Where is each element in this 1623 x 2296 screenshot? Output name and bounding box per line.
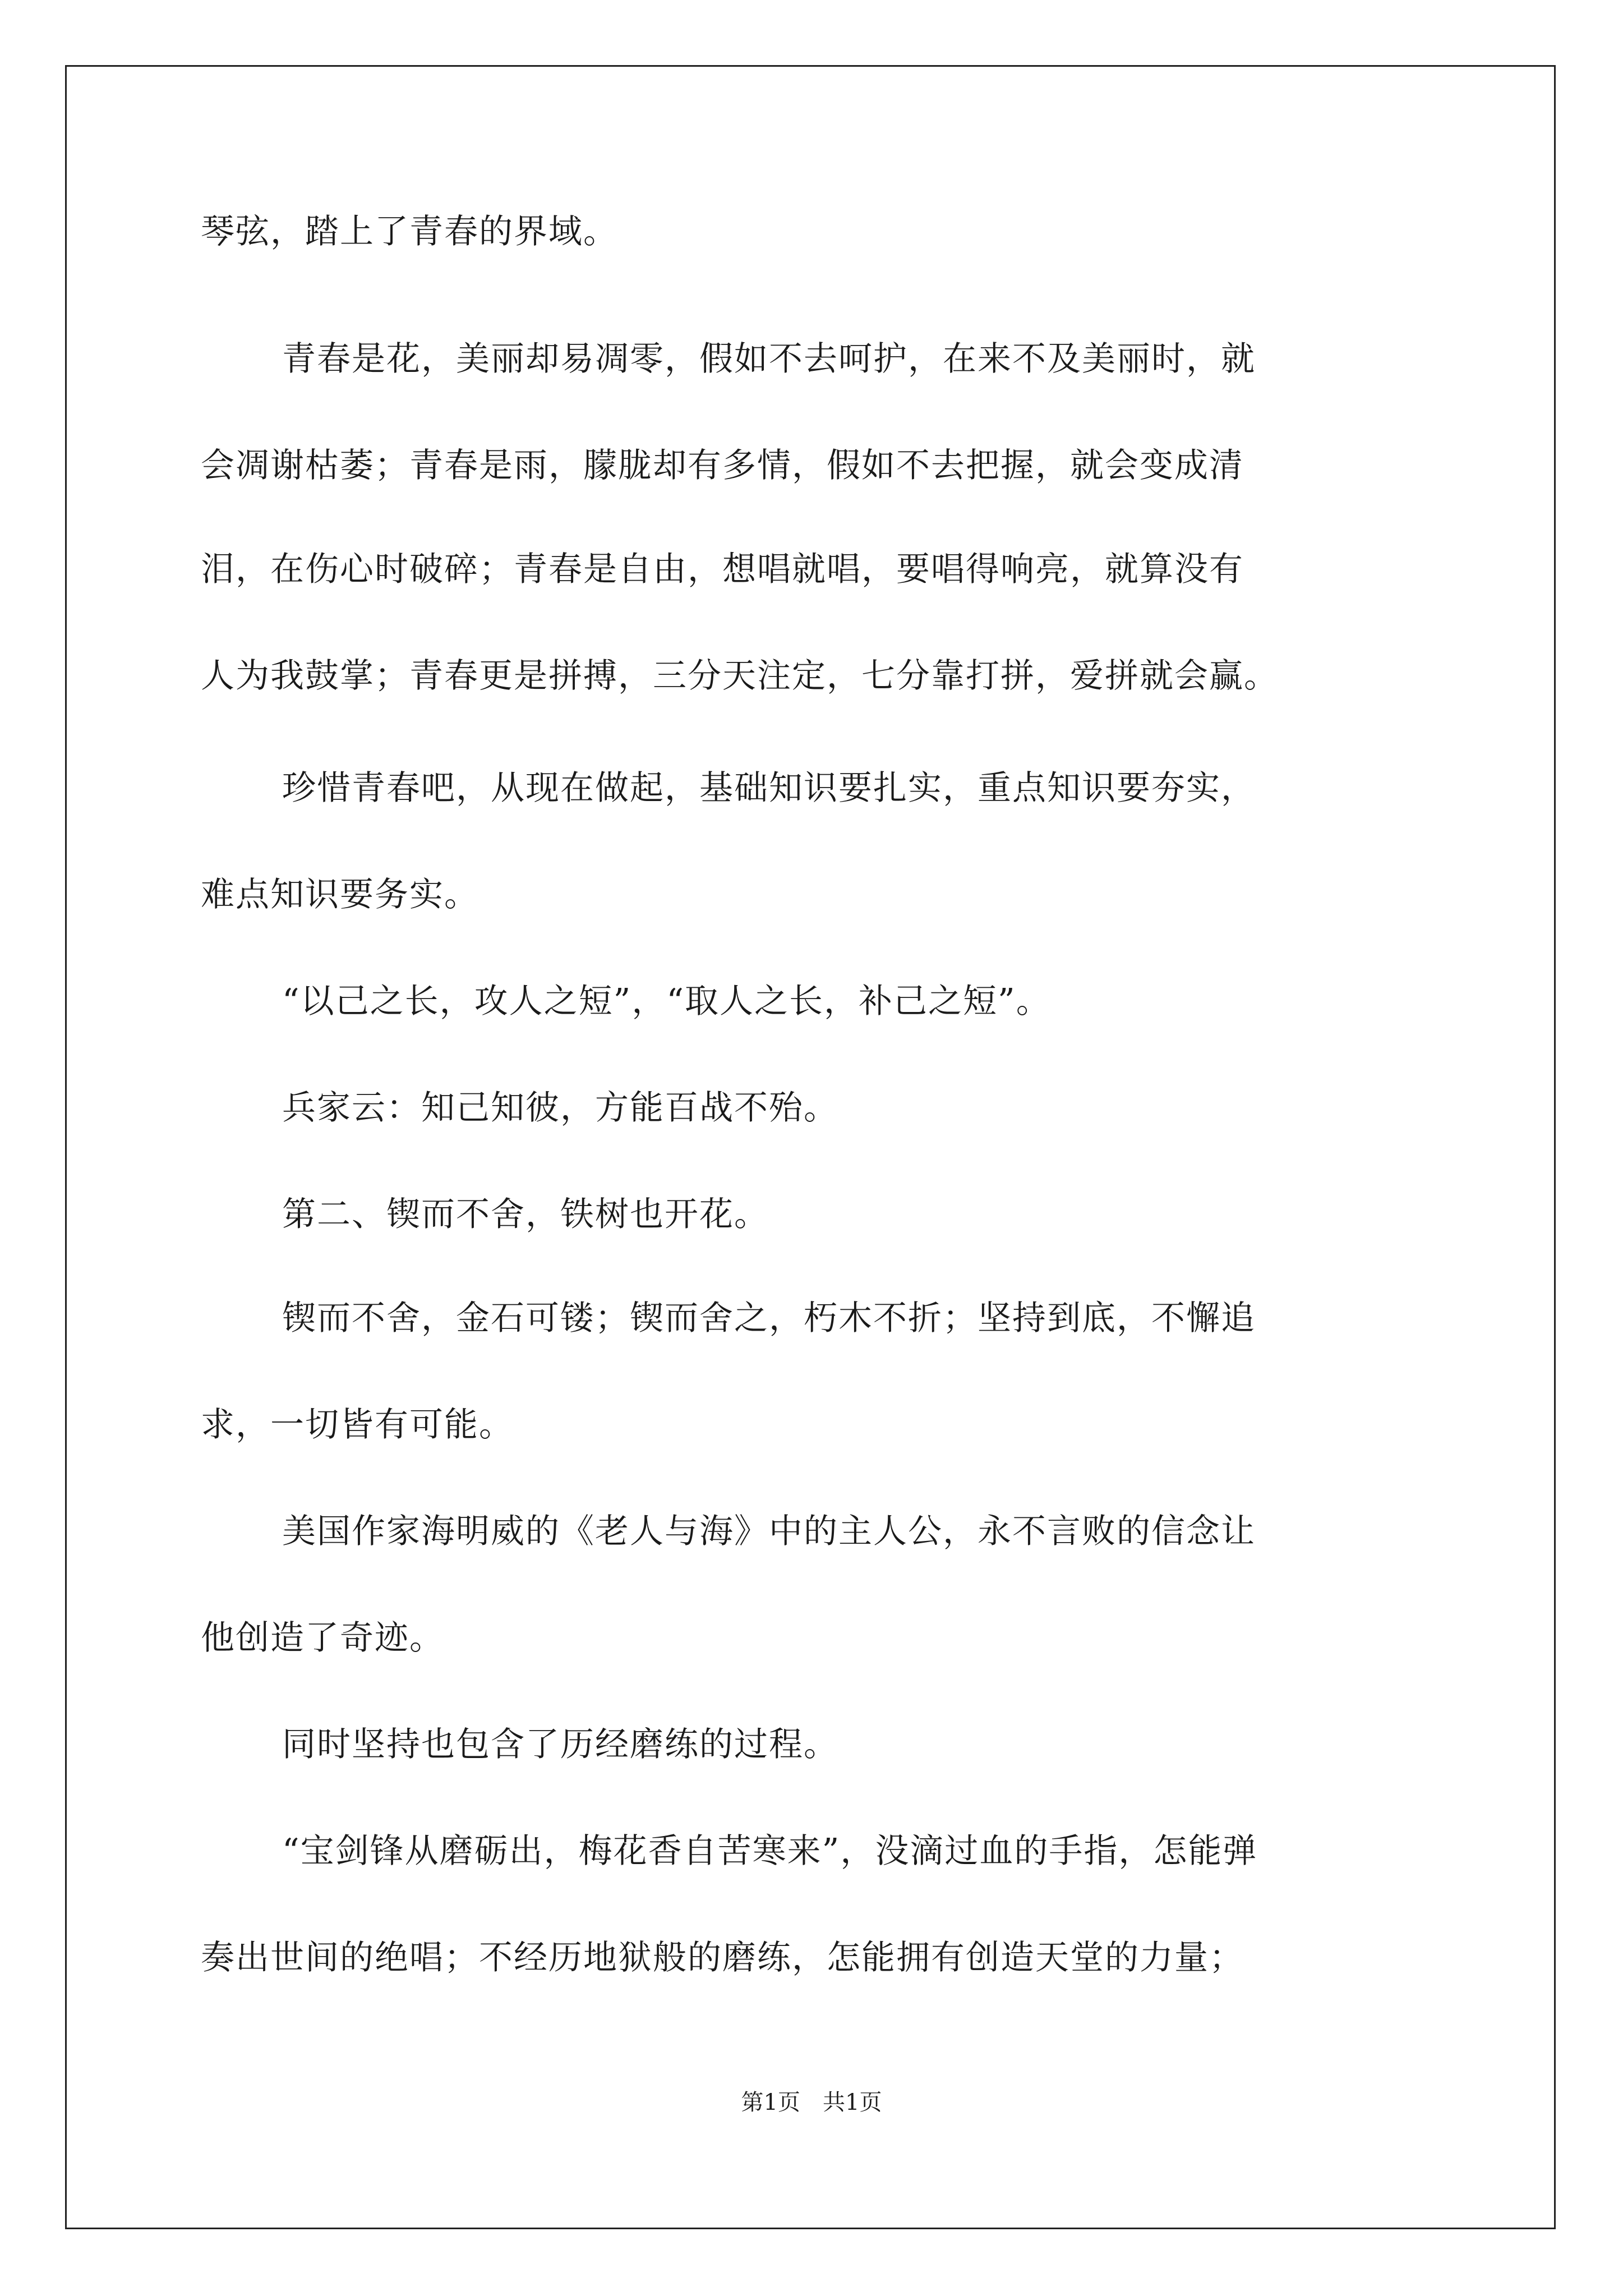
text-line-14: 他创造了奇迹。 — [201, 1618, 444, 1658]
text-line-16: “宝剑锋从磨砺出，梅花香自苦寒来”，没滴过血的手指，怎能弹 — [282, 1832, 1258, 1871]
text-line-5: 人为我鼓掌；青春更是拼搏，三分天注定，七分靠打拼，爱拼就会赢。 — [201, 656, 1279, 696]
text-line-9: 兵家云：知己知彼，方能百战不殆。 — [282, 1088, 838, 1128]
page-number-footer: 第1页 共1页 — [741, 2090, 882, 2115]
text-line-11: 锲而不舍，金石可镂；锲而舍之，朽木不折；坚持到底，不懈追 — [282, 1299, 1256, 1338]
text-line-7: 难点知识要务实。 — [201, 875, 479, 914]
text-line-13: 美国作家海明威的《老人与海》中的主人公，永不言败的信念让 — [282, 1512, 1256, 1551]
text-line-6: 珍惜青春吧，从现在做起，基础知识要扎实，重点知识要夯实， — [282, 769, 1256, 808]
page-border — [65, 65, 1556, 2229]
text-line-15: 同时坚持也包含了历经磨练的过程。 — [282, 1725, 838, 1764]
text-line-12: 求，一切皆有可能。 — [201, 1405, 514, 1444]
text-line-8: “以己之长，攻人之短”，“取人之长，补己之短”。 — [282, 982, 1051, 1021]
text-line-2: 青春是花，美丽却易凋零，假如不去呵护，在来不及美丽时，就 — [282, 339, 1256, 379]
text-line-4: 泪，在伤心时破碎；青春是自由，想唱就唱，要唱得响亮，就算没有 — [201, 550, 1244, 589]
text-line-17: 奏出世间的绝唱；不经历地狱般的磨练，怎能拥有创造天堂的力量； — [201, 1938, 1244, 1977]
text-line-10: 第二、锲而不舍，铁树也开花。 — [282, 1195, 769, 1234]
text-line-1: 琴弦，踏上了青春的界域。 — [201, 212, 618, 251]
text-line-3: 会凋谢枯萎；青春是雨，朦胧却有多情，假如不去把握，就会变成清 — [201, 446, 1244, 485]
